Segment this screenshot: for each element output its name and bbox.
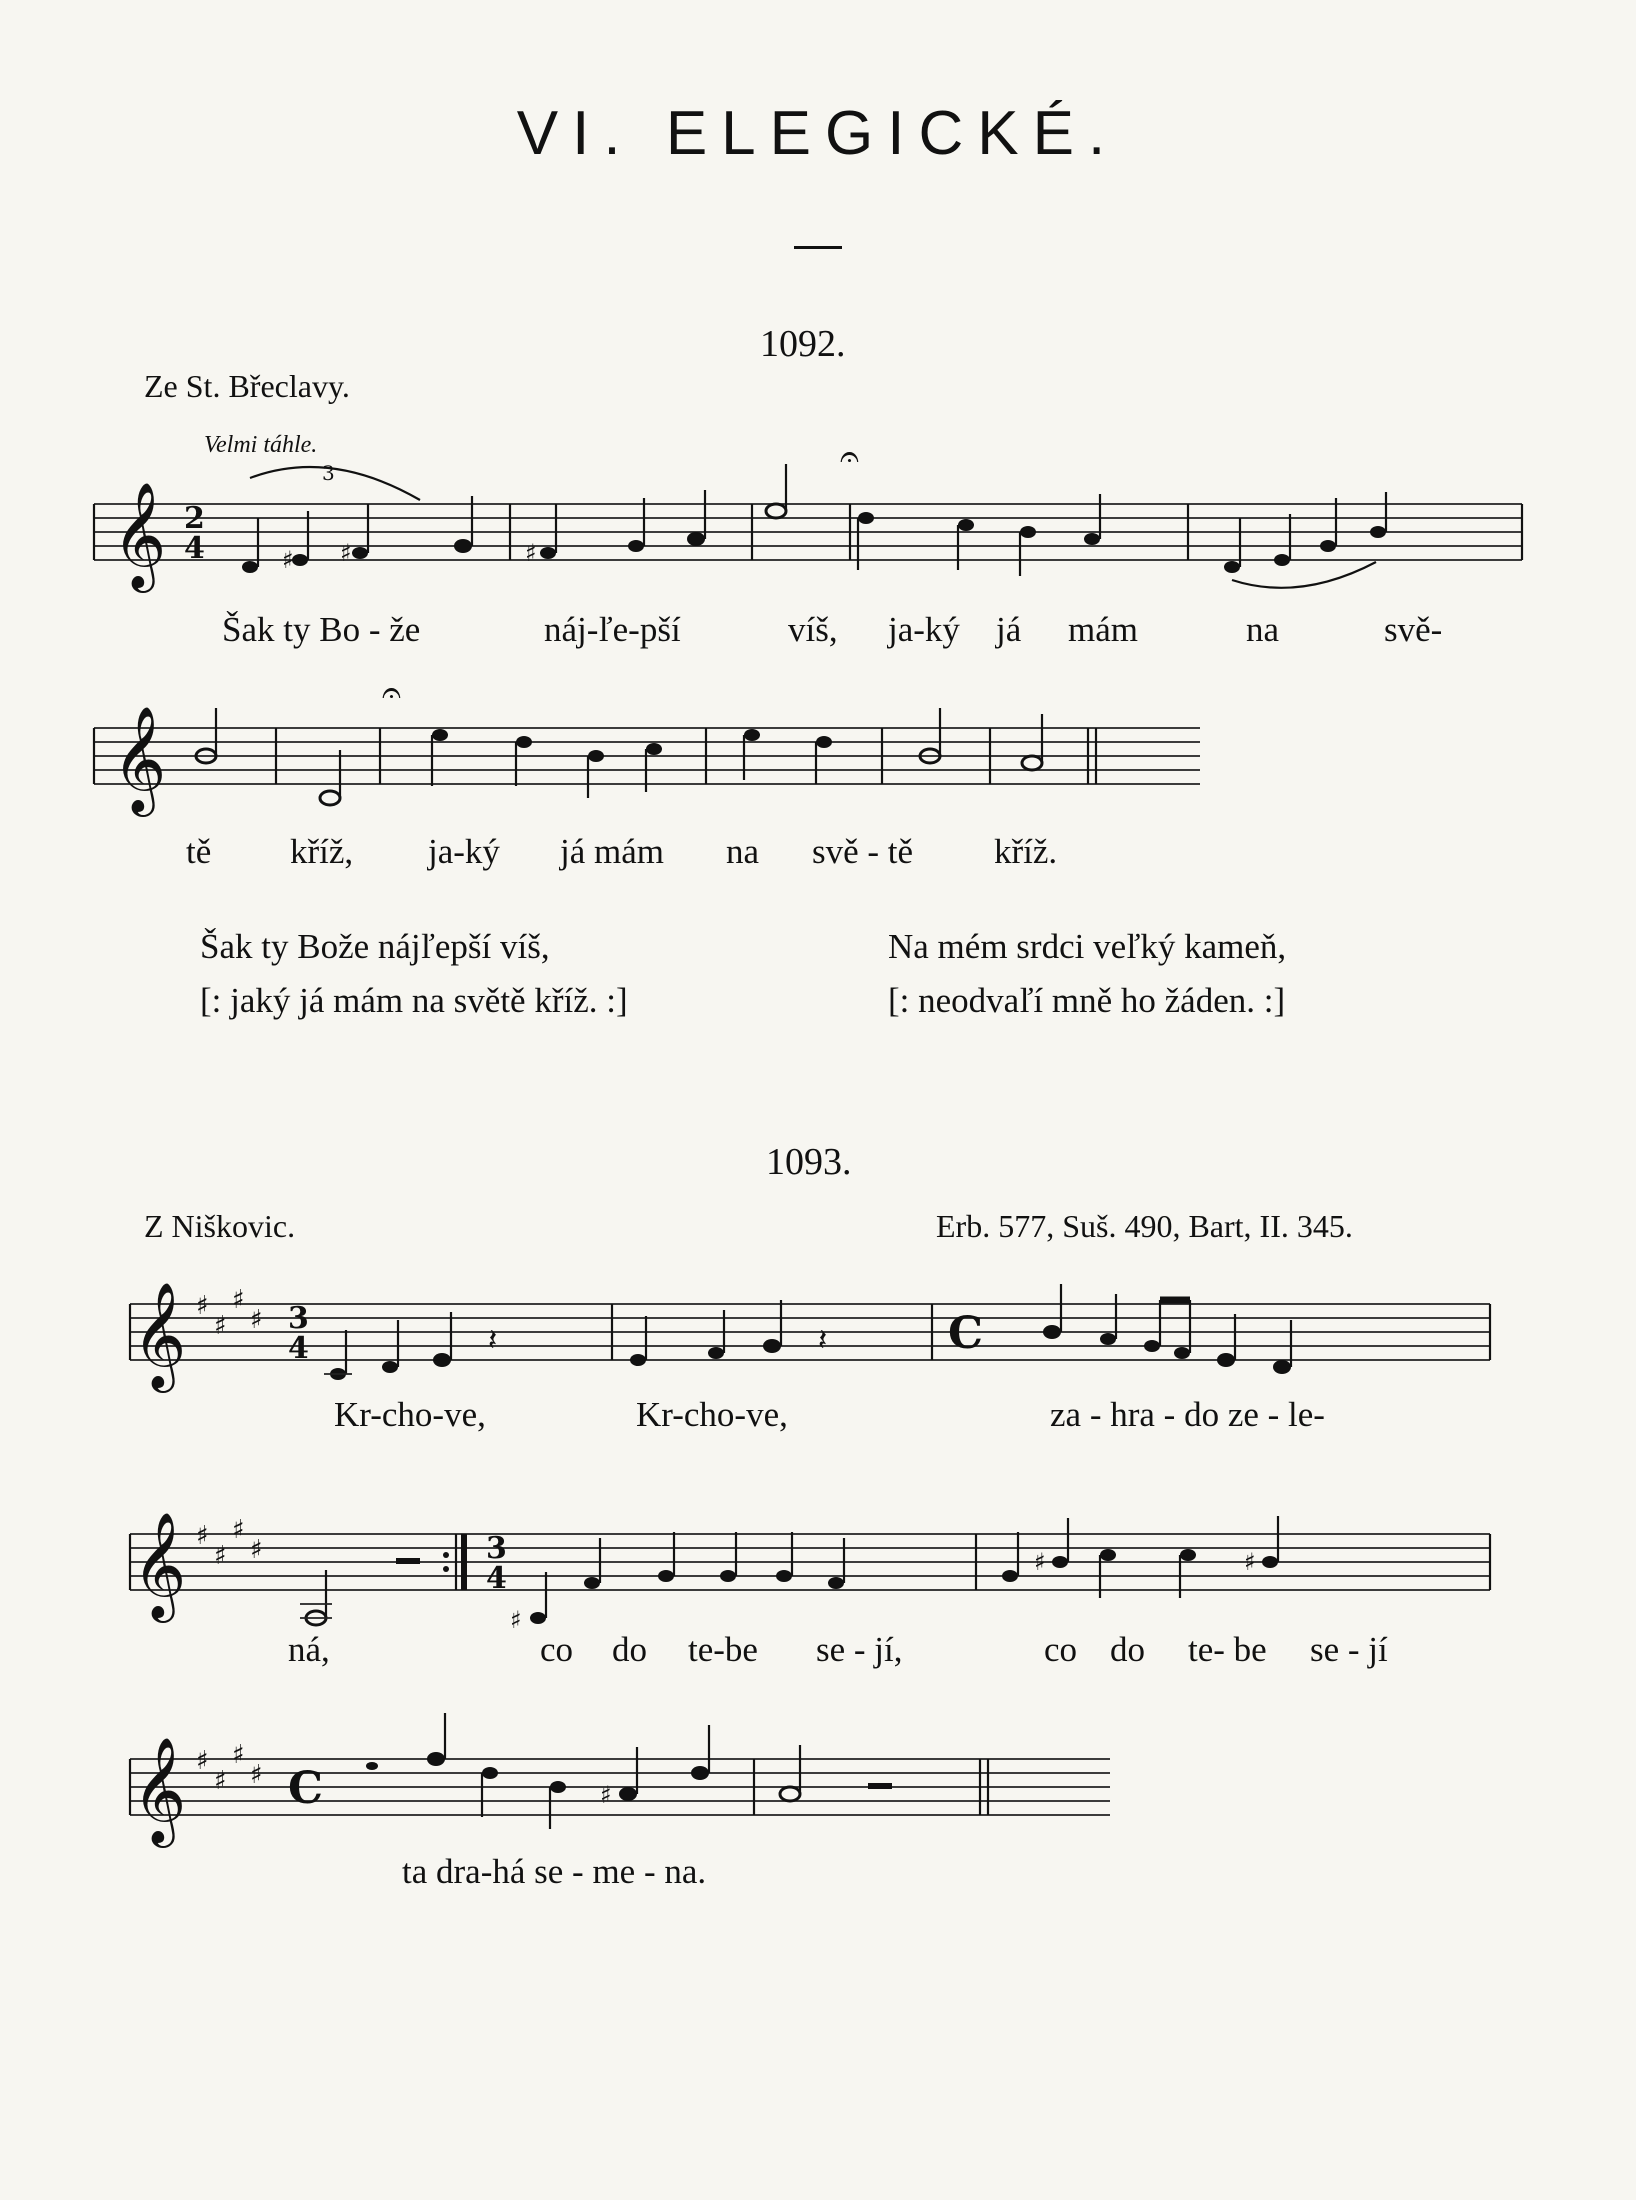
lyric: co: [540, 1630, 574, 1669]
common-time-icon: C: [948, 1308, 984, 1359]
treble-clef-icon: 𝄞: [112, 705, 167, 812]
svg-text:♯: ♯: [196, 1291, 209, 1321]
time-signature-bottom: 4: [184, 531, 205, 566]
svg-text:♯: ♯: [250, 1535, 263, 1565]
fermata-icon: 𝄐: [382, 673, 401, 713]
lyric: do: [612, 1630, 647, 1669]
note-group: [242, 496, 472, 574]
lyric: tě: [186, 832, 212, 871]
treble-clef-icon: 𝄞: [132, 1281, 187, 1388]
note-group: [858, 494, 1100, 576]
lyric: já: [996, 610, 1022, 649]
verse-line: Šak ty Bože nájľepší víš,: [200, 927, 550, 966]
verse-right: [888, 920, 1286, 1028]
svg-text:♯: ♯: [196, 1521, 209, 1551]
lyric: na: [726, 832, 760, 871]
lyric: ná,: [288, 1630, 330, 1669]
verse-line: [: neodvaľí mně ho žáden. :]: [888, 981, 1286, 1020]
svg-text:♯: ♯: [232, 1740, 245, 1770]
time-signature-top: 3: [288, 1301, 309, 1336]
lyric: svě - tě: [812, 832, 914, 871]
page-title: VI. ELEGICKÉ.: [516, 99, 1120, 168]
lyric: víš,: [788, 610, 838, 649]
time-signature-bottom: 4: [486, 1561, 507, 1596]
svg-text:♯: ♯: [250, 1760, 263, 1790]
lyric: kříž,: [290, 832, 354, 871]
half-note: [766, 504, 786, 518]
svg-text:♯: ♯: [600, 1781, 612, 1809]
lyric: náj-ľe-pší: [544, 610, 681, 649]
rest-mark: [868, 1783, 892, 1789]
triplet-mark: 3: [322, 461, 335, 485]
lyric: Kr-cho-ve,: [334, 1395, 486, 1434]
svg-text:♯: ♯: [214, 1766, 227, 1796]
svg-text:♯: ♯: [340, 539, 352, 567]
half-note: [320, 791, 340, 805]
svg-text:♯: ♯: [196, 1746, 209, 1776]
lyric: za - hra - do ze - le-: [1050, 1395, 1325, 1434]
time-signature-bottom: 4: [288, 1331, 309, 1366]
half-note: [1022, 756, 1042, 770]
staff-lines: [130, 1759, 1110, 1815]
lyric: svě-: [1384, 610, 1443, 649]
half-note: [780, 1787, 800, 1801]
lyric: Šak ty Bo - že: [222, 610, 421, 649]
staff-lines: [130, 1534, 1490, 1590]
lyric: te-be: [688, 1630, 758, 1669]
staff-1093-line1: [0, 1270, 1636, 1430]
note-group: [1002, 1516, 1278, 1598]
lyric: Kr-cho-ve,: [636, 1395, 788, 1434]
lyric: ja-ký: [428, 832, 500, 871]
svg-text:♯: ♯: [510, 1606, 522, 1634]
svg-text:♯: ♯: [525, 539, 537, 567]
staff-lines: [130, 1304, 1490, 1360]
verse-line: Na mém srdci veľký kameň,: [888, 927, 1287, 966]
staff-1093-line3: [0, 1725, 1636, 1885]
svg-text:♯: ♯: [232, 1515, 245, 1545]
lyric: se - jí,: [816, 1630, 903, 1669]
lyric: na: [1246, 610, 1280, 649]
treble-clef-icon: 𝄞: [132, 1511, 187, 1618]
lyric: co: [1044, 1630, 1078, 1669]
slur-mark: [250, 467, 420, 500]
lyric: te- be: [1188, 1630, 1267, 1669]
verse-left: [200, 920, 628, 1028]
song-origin-1093: Z Niškovic.: [144, 1208, 296, 1244]
song-number-1093: 1093.: [766, 1141, 852, 1183]
lyric: do: [1110, 1630, 1145, 1669]
treble-clef-icon: 𝄞: [132, 1736, 187, 1843]
note-group: [525, 490, 705, 567]
time-signature-top: 2: [184, 501, 205, 536]
lyric: se - jí: [1310, 1630, 1388, 1669]
note-group: [432, 729, 662, 798]
svg-text:♯: ♯: [232, 1285, 245, 1315]
song-origin-1092: Ze St. Břeclavy.: [144, 368, 350, 404]
verse-line: [: jaký já mám na světě kříž. :]: [200, 981, 628, 1020]
tempo-marking: Velmi táhle.: [204, 432, 318, 458]
note-group: [630, 1300, 827, 1366]
lyric: mám: [1068, 610, 1138, 649]
treble-clef-icon: 𝄞: [112, 481, 167, 588]
lyric: ta dra-há se - me - na.: [402, 1852, 707, 1891]
time-signature-top: 3: [486, 1531, 507, 1566]
note-group: [1224, 492, 1386, 588]
song-number-1092: 1092.: [760, 323, 846, 365]
svg-text:♯: ♯: [1244, 1548, 1256, 1576]
fermata-icon: 𝄐: [840, 437, 859, 477]
svg-text:𝄽: 𝄽: [488, 1323, 498, 1358]
svg-text:♯: ♯: [250, 1305, 263, 1335]
svg-text:♯: ♯: [282, 546, 294, 574]
note-group: [366, 1713, 709, 1829]
staff-1092-line2: [0, 673, 1636, 854]
lyric: já mám: [560, 832, 664, 871]
svg-text:♯: ♯: [214, 1311, 227, 1341]
svg-text:♯: ♯: [214, 1541, 227, 1571]
lyric: ja-ký: [888, 610, 960, 649]
title-divider: [794, 246, 842, 249]
svg-text:𝄽: 𝄽: [818, 1323, 828, 1358]
song-reference: Erb. 577, Suš. 490, Bart, II. 345.: [936, 1208, 1353, 1244]
common-time-icon: C: [288, 1763, 324, 1814]
lyric: kříž.: [994, 832, 1058, 871]
svg-text:♯: ♯: [1034, 1548, 1046, 1576]
rest-mark: [396, 1558, 420, 1564]
